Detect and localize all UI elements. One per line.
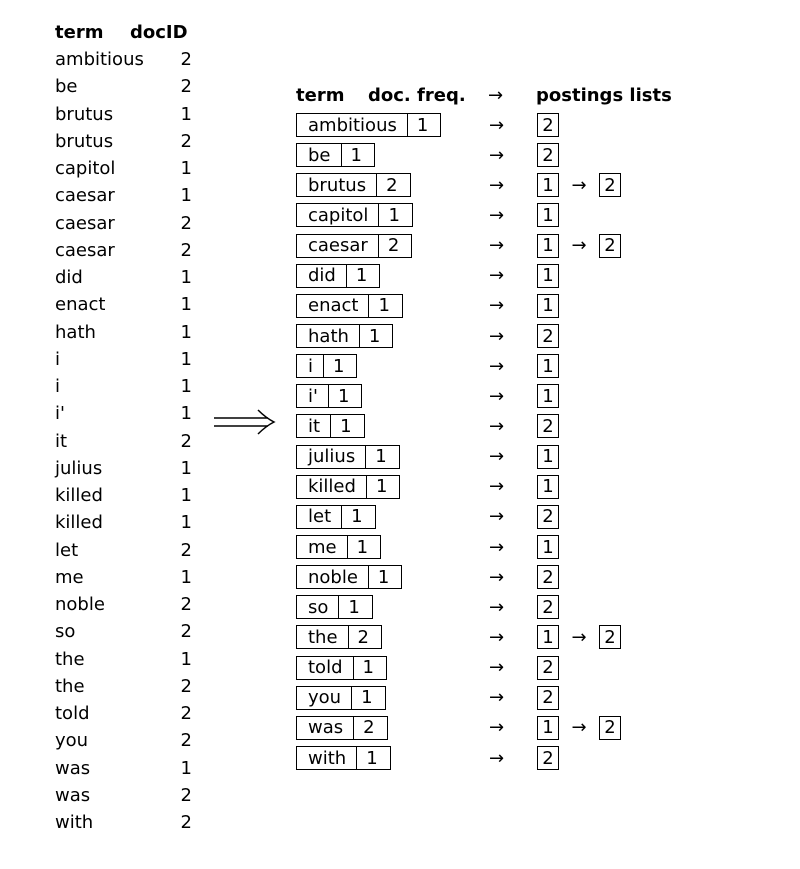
- term-docid-row: [55, 809, 205, 836]
- dictionary-row: [296, 442, 672, 472]
- dictionary-row: [296, 291, 672, 321]
- dictionary-term: enact: [297, 295, 369, 317]
- term-cell: killed: [55, 512, 103, 534]
- posting-docid: 1: [537, 716, 559, 740]
- term-docid-rows: [55, 46, 205, 836]
- dictionary-term: capitol: [297, 204, 379, 226]
- docid-cell: 2: [180, 49, 192, 71]
- pointer-arrow-icon: →: [489, 596, 505, 618]
- dictionary-entry: [296, 354, 357, 378]
- posting-docid: 2: [537, 746, 559, 770]
- doc-freq-header: doc. freq.: [368, 84, 466, 106]
- term-cell: me: [55, 566, 84, 588]
- doc-freq: 1: [333, 355, 345, 377]
- postings-list: [537, 173, 621, 197]
- posting-docid: 1: [537, 294, 559, 318]
- dictionary-row: [296, 622, 672, 652]
- postings-list: [537, 414, 559, 438]
- doc-freq: 1: [355, 265, 368, 287]
- term-cell: i: [55, 376, 61, 398]
- pointer-arrow-icon: →: [489, 385, 505, 407]
- pointer-arrow-icon: →: [489, 295, 505, 317]
- term-cell: did: [55, 267, 83, 289]
- dictionary-row: [296, 381, 672, 411]
- dictionary-term: me: [297, 536, 348, 558]
- posting-docid: 2: [537, 656, 559, 680]
- docid-cell: 1: [180, 512, 192, 534]
- postings-list: [537, 475, 559, 499]
- postings-list: [537, 294, 559, 318]
- doc-freq: 2: [386, 174, 398, 196]
- docid-cell: 1: [180, 321, 192, 343]
- term-docid-row: [55, 46, 205, 73]
- term-cell: capitol: [55, 158, 116, 180]
- pointer-arrow-icon: →: [489, 325, 505, 347]
- term-header: term: [296, 84, 345, 106]
- dictionary-entry: [296, 746, 391, 770]
- dictionary-entry: [296, 475, 400, 499]
- posting-docid: 1: [537, 354, 559, 378]
- term-cell: caesar: [55, 212, 115, 234]
- term-cell: caesar: [55, 239, 115, 261]
- docid-cell: 1: [180, 267, 192, 289]
- postings-list: [537, 505, 559, 529]
- dictionary-term: noble: [297, 566, 369, 588]
- term-cell: the: [55, 675, 85, 697]
- term-docid-row: [55, 210, 205, 237]
- dictionary-term: you: [297, 687, 352, 709]
- term-docid-row: [55, 564, 205, 591]
- docid-cell: 2: [180, 703, 192, 725]
- postings-list: [537, 625, 621, 649]
- dictionary-row: [296, 231, 672, 261]
- posting-docid: 1: [537, 234, 559, 258]
- doc-freq: 1: [362, 657, 374, 679]
- dictionary-entry: [296, 264, 380, 288]
- dictionary-row: [296, 170, 672, 200]
- doc-freq: 2: [363, 717, 375, 739]
- dictionary-entry: [296, 173, 411, 197]
- pointer-arrow-icon: →: [489, 506, 505, 528]
- double-right-long-arrow-icon: [214, 408, 276, 436]
- dictionary-term: did: [297, 265, 347, 287]
- posting-docid: 1: [537, 264, 559, 288]
- docid-cell: 1: [180, 158, 192, 180]
- dictionary-row: [296, 562, 672, 592]
- postings-list: [537, 686, 559, 710]
- term-docid-row: [55, 727, 205, 754]
- dictionary-row: [296, 472, 672, 502]
- postings-link-arrow-icon: →: [571, 235, 587, 257]
- postings-list: [537, 565, 559, 589]
- docid-cell: 2: [180, 212, 192, 234]
- dictionary-term: let: [297, 506, 342, 528]
- docid-cell: 2: [180, 784, 192, 806]
- dictionary-entry: [296, 625, 382, 649]
- docid-cell: 1: [180, 376, 192, 398]
- term-cell: ambitious: [55, 49, 144, 71]
- dictionary-term: was: [297, 717, 354, 739]
- docid-cell: 1: [180, 648, 192, 670]
- docid-cell: 2: [180, 812, 192, 834]
- term-docid-row: [55, 291, 205, 318]
- term-cell: be: [55, 76, 78, 98]
- term-cell: the: [55, 648, 85, 670]
- term-cell: i': [55, 403, 65, 425]
- doc-freq: 2: [387, 235, 400, 257]
- doc-freq: 1: [348, 596, 360, 618]
- doc-freq: 1: [361, 687, 373, 709]
- dictionary-term: the: [297, 626, 349, 648]
- dictionary-entry: [296, 143, 375, 167]
- dictionary-row: [296, 110, 672, 140]
- pointer-arrow-icon: →: [489, 174, 505, 196]
- doc-freq: 1: [377, 566, 390, 588]
- pointer-arrow-icon: →: [489, 235, 505, 257]
- pointer-arrow-icon: →: [489, 717, 505, 739]
- dictionary-term: i: [297, 355, 324, 377]
- dictionary-rows: [296, 110, 672, 773]
- docid-header: docID: [130, 21, 188, 43]
- dictionary-term: caesar: [297, 235, 379, 257]
- posting-docid: 2: [537, 565, 559, 589]
- postings-list: [537, 595, 559, 619]
- dictionary-row: [296, 592, 672, 622]
- docid-cell: 2: [180, 76, 192, 98]
- doc-freq: 1: [375, 446, 387, 468]
- posting-docid: 2: [599, 173, 621, 197]
- postings-list: [537, 264, 559, 288]
- term-docid-row: [55, 646, 205, 673]
- docid-cell: 1: [180, 185, 192, 207]
- docid-cell: 2: [180, 621, 192, 643]
- dictionary-header: [296, 80, 672, 110]
- term-docid-row: [55, 155, 205, 182]
- dictionary-entry: [296, 505, 376, 529]
- term-docid-header: [55, 18, 205, 46]
- term-docid-table: [55, 18, 205, 836]
- posting-docid: 1: [537, 173, 559, 197]
- dictionary-row: [296, 502, 672, 532]
- pointer-arrow-icon: →: [489, 566, 505, 588]
- term-cell: caesar: [55, 185, 115, 207]
- dictionary-entry: [296, 294, 403, 318]
- dictionary-term: ambitious: [297, 114, 408, 136]
- dictionary-term: julius: [297, 446, 366, 468]
- dictionary-postings-table: [296, 80, 672, 773]
- term-cell: let: [55, 539, 79, 561]
- dictionary-row: [296, 743, 672, 773]
- term-cell: julius: [55, 457, 103, 479]
- postings-link-arrow-icon: →: [571, 717, 587, 739]
- dictionary-entry: [296, 535, 381, 559]
- docid-cell: 1: [180, 294, 192, 316]
- dictionary-term: with: [297, 747, 357, 769]
- docid-cell: 1: [180, 103, 192, 125]
- term-cell: enact: [55, 294, 106, 316]
- pointer-arrow-icon: →: [489, 114, 505, 136]
- term-docid-row: [55, 537, 205, 564]
- postings-list: [537, 143, 559, 167]
- pointer-arrow-icon: →: [489, 536, 505, 558]
- dictionary-term: i': [297, 385, 329, 407]
- pointer-arrow-icon: →: [489, 687, 505, 709]
- term-docid-row: [55, 101, 205, 128]
- term-docid-row: [55, 509, 205, 536]
- dictionary-row: [296, 713, 672, 743]
- dictionary-entry: [296, 113, 441, 137]
- dictionary-term: so: [297, 596, 339, 618]
- doc-freq: 1: [388, 204, 400, 226]
- postings-list: [537, 384, 559, 408]
- posting-docid: 1: [537, 475, 559, 499]
- docid-cell: 1: [180, 566, 192, 588]
- dictionary-entry: [296, 445, 400, 469]
- posting-docid: 2: [537, 414, 559, 438]
- term-docid-row: [55, 482, 205, 509]
- doc-freq: 1: [351, 506, 363, 528]
- posting-docid: 2: [599, 716, 621, 740]
- term-docid-row: [55, 591, 205, 618]
- postings-list: [537, 746, 559, 770]
- pointer-arrow-icon: →: [489, 415, 505, 437]
- dictionary-row: [296, 532, 672, 562]
- docid-cell: 2: [180, 539, 192, 561]
- pointer-arrow-icon: →: [489, 204, 505, 226]
- posting-docid: 1: [537, 625, 559, 649]
- dictionary-entry: [296, 716, 388, 740]
- postings-list: [537, 716, 621, 740]
- doc-freq: 2: [357, 626, 369, 648]
- term-cell: with: [55, 812, 94, 834]
- dictionary-term: told: [297, 657, 354, 679]
- term-docid-row: [55, 237, 205, 264]
- dictionary-row: [296, 411, 672, 441]
- term-docid-row: [55, 264, 205, 291]
- term-cell: hath: [55, 321, 96, 343]
- posting-docid: 2: [537, 113, 559, 137]
- posting-docid: 2: [599, 234, 621, 258]
- postings-lists-header: postings lists: [536, 84, 672, 106]
- dictionary-row: [296, 351, 672, 381]
- postings-list: [537, 113, 559, 137]
- docid-cell: 2: [180, 239, 192, 261]
- dictionary-row: [296, 653, 672, 683]
- pointer-arrow-icon: →: [489, 476, 505, 498]
- term-header: term: [55, 21, 104, 43]
- term-cell: brutus: [55, 103, 114, 125]
- term-cell: noble: [55, 594, 105, 616]
- dictionary-row: [296, 200, 672, 230]
- term-cell: killed: [55, 485, 103, 507]
- term-docid-row: [55, 373, 205, 400]
- term-docid-row: [55, 673, 205, 700]
- term-cell: told: [55, 703, 90, 725]
- dictionary-row: [296, 683, 672, 713]
- dictionary-row: [296, 321, 672, 351]
- dictionary-term: it: [297, 415, 331, 437]
- term-docid-row: [55, 128, 205, 155]
- doc-freq: 1: [378, 295, 390, 317]
- term-cell: you: [55, 730, 89, 752]
- dictionary-entry: [296, 234, 412, 258]
- dictionary-entry: [296, 595, 373, 619]
- term-docid-row: [55, 455, 205, 482]
- posting-docid: 1: [537, 535, 559, 559]
- pointer-arrow-icon: →: [489, 446, 505, 468]
- term-docid-row: [55, 73, 205, 100]
- postings-list: [537, 445, 559, 469]
- term-docid-row: [55, 182, 205, 209]
- posting-docid: 2: [599, 625, 621, 649]
- posting-docid: 1: [537, 384, 559, 408]
- term-cell: i: [55, 348, 61, 370]
- term-docid-row: [55, 319, 205, 346]
- dictionary-entry: [296, 656, 387, 680]
- dictionary-term: killed: [297, 476, 367, 498]
- term-docid-row: [55, 755, 205, 782]
- docid-cell: 2: [180, 430, 192, 452]
- term-docid-row: [55, 346, 205, 373]
- docid-cell: 1: [180, 348, 192, 370]
- term-docid-row: [55, 618, 205, 645]
- term-cell: was: [55, 784, 91, 806]
- posting-docid: 1: [537, 445, 559, 469]
- term-cell: it: [55, 430, 68, 452]
- term-cell: so: [55, 621, 76, 643]
- pointer-arrow-icon: →: [489, 657, 505, 679]
- doc-freq: 1: [337, 385, 350, 407]
- pointer-arrow-icon: →: [489, 355, 505, 377]
- docid-cell: 1: [180, 403, 192, 425]
- docid-cell: 2: [180, 594, 192, 616]
- posting-docid: 2: [537, 505, 559, 529]
- dictionary-row: [296, 261, 672, 291]
- posting-docid: 2: [537, 143, 559, 167]
- pointer-arrow-icon: →: [489, 144, 505, 166]
- term-docid-row: [55, 700, 205, 727]
- doc-freq: 1: [340, 415, 352, 437]
- docid-cell: 2: [180, 730, 192, 752]
- term-cell: was: [55, 757, 91, 779]
- posting-docid: 2: [537, 686, 559, 710]
- postings-list: [537, 656, 559, 680]
- postings-list: [537, 324, 559, 348]
- dictionary-entry: [296, 686, 386, 710]
- docid-cell: 1: [180, 457, 192, 479]
- postings-list: [537, 535, 559, 559]
- dictionary-entry: [296, 565, 402, 589]
- postings-list: [537, 203, 559, 227]
- doc-freq: 1: [356, 536, 369, 558]
- pointer-arrow-icon: →: [489, 265, 505, 287]
- pointer-arrow-icon: →: [489, 747, 505, 769]
- doc-freq: 1: [366, 747, 378, 769]
- doc-freq: 1: [368, 325, 381, 347]
- term-cell: brutus: [55, 130, 114, 152]
- dictionary-term: hath: [297, 325, 360, 347]
- postings-link-arrow-icon: →: [571, 174, 587, 196]
- dictionary-row: [296, 140, 672, 170]
- posting-docid: 2: [537, 595, 559, 619]
- docid-cell: 2: [180, 675, 192, 697]
- doc-freq: 1: [375, 476, 388, 498]
- dictionary-entry: [296, 203, 413, 227]
- dictionary-entry: [296, 324, 393, 348]
- postings-list: [537, 354, 559, 378]
- term-docid-row: [55, 428, 205, 455]
- posting-docid: 2: [537, 324, 559, 348]
- pointer-arrow-icon: →: [489, 626, 505, 648]
- dictionary-term: be: [297, 144, 342, 166]
- docid-cell: 1: [180, 757, 192, 779]
- postings-list: [537, 234, 621, 258]
- term-docid-row: [55, 782, 205, 809]
- doc-freq: 1: [350, 144, 362, 166]
- header-arrow-icon: →: [488, 84, 504, 106]
- posting-docid: 1: [537, 203, 559, 227]
- dictionary-term: brutus: [297, 174, 377, 196]
- docid-cell: 1: [180, 485, 192, 507]
- dictionary-entry: [296, 414, 365, 438]
- postings-link-arrow-icon: →: [571, 626, 587, 648]
- docid-cell: 2: [180, 130, 192, 152]
- doc-freq: 1: [416, 114, 429, 136]
- dictionary-entry: [296, 384, 362, 408]
- term-docid-row: [55, 400, 205, 427]
